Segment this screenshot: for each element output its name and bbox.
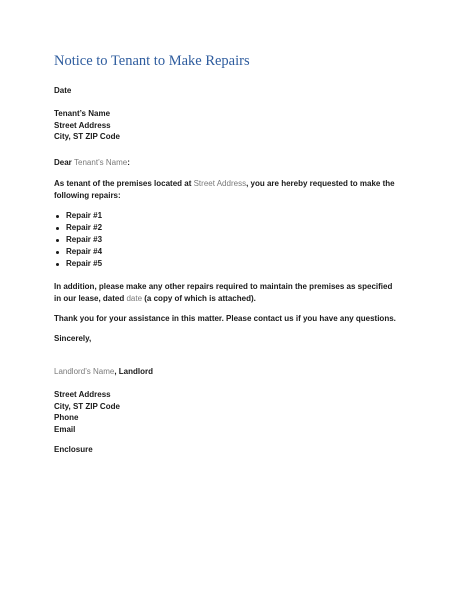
repair-label: Repair #5: [66, 259, 103, 268]
repairs-list: [54, 210, 102, 270]
signature-name-placeholder: Landlord’s Name: [54, 367, 115, 376]
sender-street: Street Address: [54, 390, 111, 399]
date-line: Date: [54, 86, 72, 95]
salutation-name-placeholder: Tenant’s Name: [74, 158, 128, 167]
bullet-icon: [56, 227, 59, 230]
intro-paragraph: [54, 178, 399, 201]
recipient-name: Tenant’s Name: [54, 109, 111, 118]
repair-label: Repair #2: [66, 223, 103, 232]
list-item: [54, 210, 102, 222]
intro-text-before: As tenant of the premises located at: [54, 179, 194, 188]
bullet-icon: [56, 251, 59, 254]
addition-text-before: In addition, please make any other repairs required to maintain the premises as specified in our lease, dated: [54, 282, 393, 303]
addition-text-after: (a copy of which is attached).: [142, 293, 256, 303]
recipient-city: City, ST ZIP Code: [54, 132, 120, 141]
list-item: [54, 222, 102, 234]
list-item: [54, 246, 102, 258]
salutation: [54, 157, 130, 169]
bullet-icon: [56, 215, 59, 218]
repair-label: Repair #1: [66, 211, 103, 220]
list-item: [54, 234, 102, 246]
sender-phone: Phone: [54, 413, 79, 422]
intro-text-after: , you are hereby requested to make the following repairs:: [54, 179, 395, 200]
repair-label: Repair #3: [66, 235, 103, 244]
enclosure: Enclosure: [54, 445, 93, 454]
document-title: Notice to Tenant to Make Repairs: [54, 53, 250, 69]
intro-address-placeholder: Street Address: [193, 179, 247, 188]
signature-role: , Landlord: [114, 367, 154, 376]
thanks-paragraph: Thank you for your assistance in this matter. Please contact us if you have any questions.: [54, 314, 396, 323]
addition-paragraph: [54, 281, 399, 304]
addition-date-placeholder: date: [126, 293, 143, 303]
recipient-street: Street Address: [54, 120, 111, 130]
salutation-suffix: :: [127, 158, 130, 167]
repair-label: Repair #4: [66, 247, 103, 256]
salutation-prefix: Dear: [54, 158, 75, 167]
bullet-icon: [56, 263, 59, 266]
sender-city: City, ST ZIP Code: [54, 401, 120, 411]
signature-line: [54, 366, 153, 378]
bullet-icon: [56, 239, 59, 242]
sender-email: Email: [54, 424, 76, 434]
closing: Sincerely,: [54, 334, 92, 343]
list-item: [54, 258, 102, 270]
